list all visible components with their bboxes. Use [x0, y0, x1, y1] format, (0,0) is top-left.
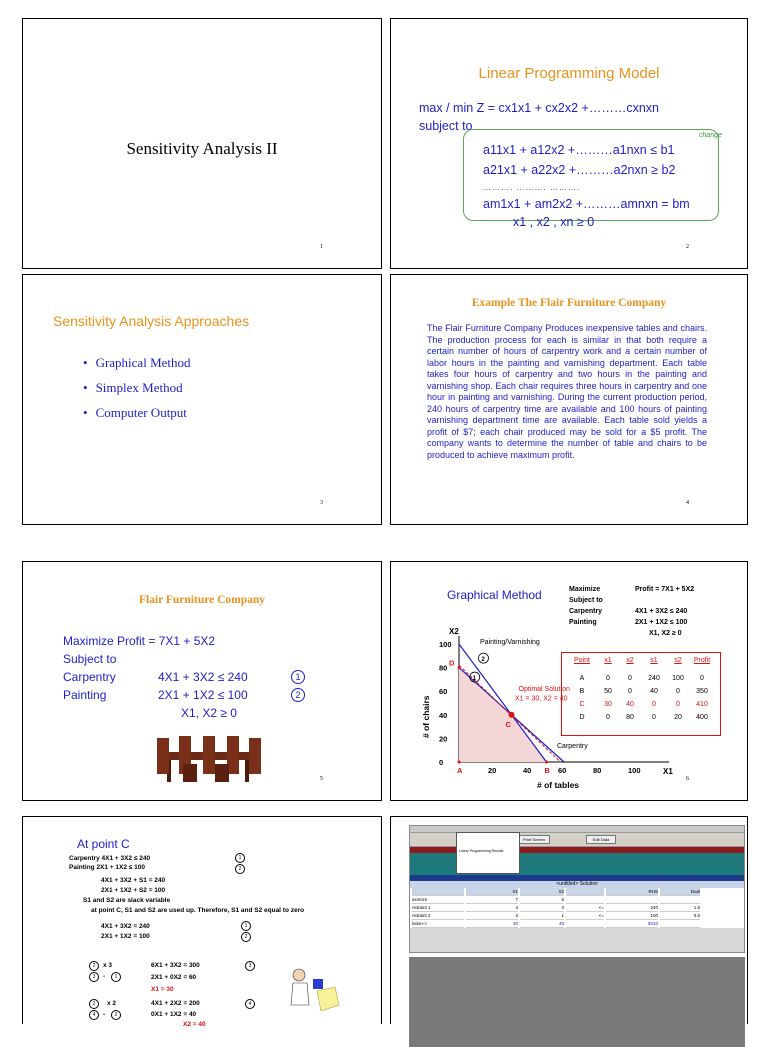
- solution-title: <untitled> Solution: [410, 881, 744, 888]
- circle-mark-1-label: 1: [472, 676, 477, 683]
- work-line: 4X1 + 3X2 + S1 = 240: [101, 877, 166, 884]
- work-line: Carpentry 4X1 + 3X2 ≤ 240: [69, 855, 151, 862]
- series-label-carpentry: Carpentry: [557, 742, 588, 750]
- grid-cell: [660, 920, 700, 928]
- circle-marker: 2: [111, 1010, 121, 1020]
- carpentry-constraint: 4X1 + 3X2 ≤ 240: [158, 670, 248, 684]
- grid-header: [566, 888, 604, 896]
- subject-to: Subject to: [63, 652, 117, 666]
- slide-4: [390, 274, 748, 525]
- grid-cell: 100: [606, 912, 658, 920]
- corner-point: [545, 761, 548, 764]
- op-label: -: [103, 973, 106, 980]
- grid-cell: aximize: [412, 896, 464, 904]
- work-line: 4X1 + 3X2 = 240: [101, 923, 150, 930]
- table-cell: 40: [626, 701, 634, 708]
- y-axis-symbol: X2: [449, 627, 459, 636]
- constraint-dots: ………. ………. ……….: [483, 183, 581, 192]
- grid-cell: 1.5: [660, 904, 700, 912]
- corner-point: [458, 761, 461, 764]
- table-cell: 20: [674, 714, 682, 721]
- y-tick-label: 20: [439, 734, 448, 744]
- slide-title: At point C: [77, 837, 130, 851]
- grid-cell: 0.5: [660, 912, 700, 920]
- approaches-list: [83, 355, 191, 430]
- dining-table-image: [153, 732, 263, 787]
- grid-cell: 4: [466, 904, 518, 912]
- work-line: 2X1 + 1X2 = 100: [101, 933, 150, 940]
- optimal-solution-label: Optimal Solution: [518, 686, 570, 694]
- op-label: x 2: [107, 1000, 117, 1007]
- model-carpentry-eq: 4X1 + 3X2 ≤ 240: [635, 608, 688, 615]
- grid-header: X1: [466, 888, 518, 896]
- grid-cell: 5: [520, 896, 564, 904]
- solver-window: [409, 825, 745, 953]
- problem-statement: The Flair Furniture Company Produces inexpensive tables and chairs. The production process for each is similar in that both require a certain number of hours of carpentry work and a certain number of labor hours in the painting and varnishing department. Each table takes four hours of carpentry and two hours in the painting and varnishing shop. Each chair requires three hours in carpentry and one hour in painting and varnishing. During the current production period, 240 hours of carpentry time are available and 100 hours of painting varnishing department time are available. Each table sold yields a profit of $7; each chair produced may be sold for a $5 profit. The company wants to determine the number of table and chairs to be produced to achieve maximum profit.: [427, 323, 707, 460]
- y-tick-label: 0: [439, 758, 444, 767]
- circle-marker: 2: [235, 864, 245, 874]
- table-cell: 0: [652, 701, 656, 708]
- grid-cell: <=: [566, 912, 604, 920]
- table-cell: A: [579, 675, 585, 682]
- solution-grid: [410, 888, 744, 928]
- maximize-line: Maximize Profit = 7X1 + 5X2: [63, 634, 216, 648]
- slide-7: [22, 816, 382, 1028]
- subject-to: subject to: [419, 119, 473, 133]
- circle-1: 1: [291, 670, 305, 684]
- optimal-solution-values: X1 = 30, X2 = 40: [515, 695, 568, 703]
- work-line: 4X1 + 2X2 = 200: [151, 1000, 200, 1007]
- series-label-painting: Painting/Varnishing: [480, 639, 540, 646]
- x-tick-label: 60: [558, 766, 567, 775]
- model-carpentry: Carpentry: [569, 608, 603, 615]
- x-tick-label: 100: [628, 766, 641, 775]
- work-line: 2X1 + 1X2 + S2 = 100: [101, 887, 166, 894]
- list-item: • Simplex Method: [83, 380, 191, 396]
- circle-marker: 2: [89, 961, 99, 971]
- table-cell: 0: [676, 701, 680, 708]
- grid-cell: [660, 896, 700, 904]
- painting-label: Painting: [63, 688, 107, 702]
- grid-cell: [566, 896, 604, 904]
- slide-5: [22, 561, 382, 801]
- table-cell: D: [579, 714, 585, 721]
- table-header: s1: [650, 657, 658, 664]
- table-cell: C: [579, 701, 585, 708]
- list-item: • Graphical Method: [83, 355, 191, 371]
- circle-marker: 1: [235, 853, 245, 863]
- table-cell: 80: [626, 714, 634, 721]
- table-cell: 100: [672, 675, 684, 682]
- y-tick-label: 60: [439, 687, 448, 697]
- handwritten-note: change: [699, 132, 722, 139]
- table-header: Profit: [693, 657, 711, 664]
- page-number: 3: [320, 500, 323, 506]
- table-cell: 50: [604, 688, 612, 695]
- work-line: at point C, S1 and S2 are used up. Therefore, S1 and S2 equal to zero: [91, 907, 305, 914]
- painting-constraint: 2X1 + 1X2 ≤ 100: [158, 688, 248, 702]
- model-nonneg: X1, X2 ≥ 0: [649, 630, 682, 637]
- x-tick-label: 40: [523, 766, 532, 775]
- grid-cell: 40: [520, 920, 564, 928]
- grid-cell: 30: [466, 920, 518, 928]
- slide-title: Flair Furniture Company: [138, 594, 266, 606]
- menu-item-lp-results[interactable]: Linear Programming Results: [459, 849, 504, 853]
- x-tick-label: 80: [593, 766, 602, 775]
- circle-marker: 4: [89, 1010, 99, 1020]
- work-line: 0X1 + 1X2 = 40: [151, 1011, 197, 1018]
- carpentry-label: Carpentry: [63, 670, 116, 684]
- constraint-2: a21x1 + a22x2 +………a2nxn ≥ b2: [483, 163, 676, 177]
- slide-3: [22, 274, 382, 525]
- table-cell: 0: [700, 675, 704, 682]
- grid-cell: lution->: [412, 920, 464, 928]
- table-header: x1: [604, 657, 612, 664]
- point-label: D: [449, 658, 455, 668]
- result-x2: X2 = 40: [183, 1021, 206, 1028]
- table-cell: 0: [606, 675, 610, 682]
- print-screen-button[interactable]: Print Screen: [518, 835, 550, 844]
- circle-marker: 3: [89, 972, 99, 982]
- nonnegativity: x1 , x2 , xn ≥ 0: [513, 215, 595, 229]
- person-at-computer-image: [285, 965, 345, 1021]
- table-header: x2: [626, 657, 634, 664]
- grid-header: [412, 888, 464, 896]
- slide-title: Sensitivity Analysis Approaches: [53, 313, 250, 329]
- slide-title: Example The Flair Furniture Company: [471, 297, 667, 309]
- model-profit: Profit = 7X1 + 5X2: [635, 586, 695, 593]
- work-line: 2X1 + 0X2 = 60: [151, 974, 197, 981]
- slide-8: [390, 816, 748, 1024]
- table-header: Point: [574, 657, 590, 664]
- op-label: x 3: [103, 962, 113, 969]
- grid-cell: nstraint 1: [412, 904, 464, 912]
- y-tick-label: 100: [439, 640, 452, 649]
- slide-title: Sensitivity Analysis II: [126, 139, 278, 158]
- nonnegativity: X1, X2 ≥ 0: [181, 706, 237, 720]
- constraint-1: a11x1 + a12x2 +………a1nxn ≤ b1: [483, 143, 675, 157]
- slide-title: Graphical Method: [447, 588, 542, 602]
- y-tick-label: 80: [439, 663, 448, 673]
- grid-cell: <=: [566, 904, 604, 912]
- edit-data-button[interactable]: Edit Data: [586, 835, 616, 844]
- constraint-m: am1x1 + am2x2 +………amnxn = bm: [483, 197, 690, 211]
- circle-2: 2: [291, 688, 305, 702]
- circle-marker: 1: [241, 921, 251, 931]
- model-maximize: Maximize: [569, 586, 601, 593]
- model-painting-eq: 2X1 + 1X2 ≤ 100: [635, 619, 688, 626]
- slide-2: [390, 18, 748, 269]
- table-cell: B: [579, 688, 585, 695]
- grid-header: RHS: [606, 888, 658, 896]
- y-axis-label: # of chairs: [421, 695, 431, 738]
- grid-cell: 240: [606, 904, 658, 912]
- model-subject-to: Subject to: [569, 597, 603, 604]
- empty-area: [409, 957, 745, 1047]
- table-cell: 0: [676, 688, 680, 695]
- circle-marker: 3: [245, 961, 255, 971]
- grid-header: Dual: [660, 888, 700, 896]
- table-cell: 400: [696, 714, 708, 721]
- table-header: s2: [674, 657, 682, 664]
- list-item: • Computer Output: [83, 405, 191, 421]
- grid-cell: 7: [466, 896, 518, 904]
- table-cell: 0: [652, 714, 656, 721]
- grid-header: X2: [520, 888, 564, 896]
- corner-point: [458, 666, 461, 669]
- slide-title: Linear Programming Model: [478, 65, 660, 82]
- point-label: C: [505, 719, 511, 729]
- grid-cell: 3: [520, 904, 564, 912]
- page-number: 4: [686, 500, 689, 506]
- circle-marker: 2: [89, 999, 99, 1009]
- work-line: 6X1 + 3X2 = 300: [151, 962, 200, 969]
- model-painting: Painting: [569, 619, 597, 626]
- grid-cell: 2: [466, 912, 518, 920]
- grid-cell: [566, 920, 604, 928]
- grid-cell: [606, 896, 658, 904]
- grid-cell: $410: [606, 920, 658, 928]
- x-axis-symbol: X1: [663, 767, 673, 776]
- circle-marker: 1: [111, 972, 121, 982]
- table-cell: 0: [628, 688, 632, 695]
- circle-marker: 2: [241, 932, 251, 942]
- objective-function: max / min Z = cx1x1 + cx2x2 +………cxnxn: [419, 101, 660, 115]
- circle-mark-2-label: 2: [481, 657, 485, 664]
- slide-1: [22, 18, 382, 269]
- table-cell: 410: [696, 701, 708, 708]
- grid-cell: nstraint 2: [412, 912, 464, 920]
- table-cell: 350: [696, 688, 708, 695]
- page-number: 1: [320, 244, 323, 250]
- page-number: 5: [320, 776, 323, 782]
- table-cell: 240: [648, 675, 660, 682]
- op-label: -: [103, 1011, 106, 1018]
- circle-marker: 4: [245, 999, 255, 1009]
- corner-point: [509, 712, 515, 718]
- page-number: 6: [686, 776, 689, 782]
- table-cell: 0: [606, 714, 610, 721]
- slide-6: [390, 561, 748, 801]
- page-number: 2: [686, 244, 689, 250]
- grid-cell: 1: [520, 912, 564, 920]
- dropdown-menu[interactable]: [456, 832, 520, 874]
- point-label: A: [457, 766, 463, 775]
- corner-points-table: [561, 652, 721, 736]
- result-x1: X1 = 30: [151, 986, 174, 993]
- x-axis-label: # of tables: [537, 780, 580, 790]
- table-cell: 30: [604, 701, 612, 708]
- work-line: Painting 2X1 + 1X2 ≤ 100: [69, 864, 146, 871]
- table-cell: 40: [650, 688, 658, 695]
- y-tick-label: 40: [439, 710, 448, 720]
- point-label: B: [544, 766, 550, 775]
- table-cell: 0: [628, 675, 632, 682]
- work-line: S1 and S2 are slack variable: [83, 897, 171, 904]
- x-tick-label: 20: [488, 766, 497, 775]
